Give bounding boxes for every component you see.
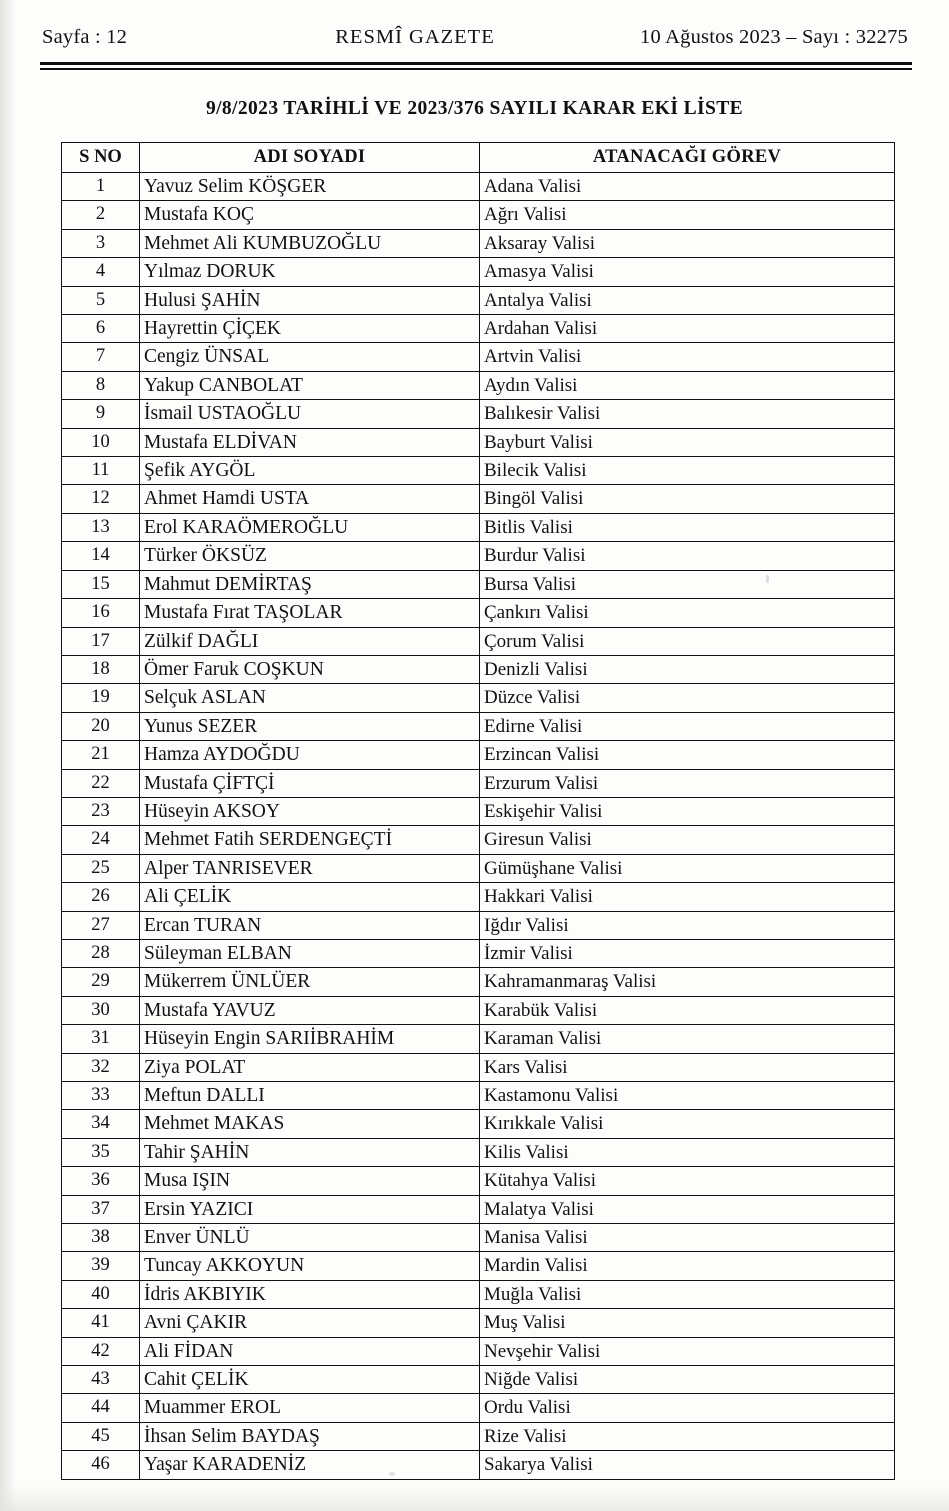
cell-role: Kırıkkale Valisi	[480, 1110, 895, 1138]
cell-name: İhsan Selim BAYDAŞ	[140, 1422, 480, 1450]
cell-seq: 14	[62, 542, 140, 570]
cell-role: Kars Valisi	[480, 1053, 895, 1081]
cell-role: İzmir Valisi	[480, 939, 895, 967]
cell-name: Mahmut DEMİRTAŞ	[140, 570, 480, 598]
gazette-date-issue: 10 Ağustos 2023 – Sayı : 32275	[640, 26, 908, 48]
cell-role: Balıkesir Valisi	[480, 400, 895, 428]
cell-name: Ziya POLAT	[140, 1053, 480, 1081]
cell-role: Aydın Valisi	[480, 371, 895, 399]
table-row	[62, 883, 895, 911]
table-body	[62, 173, 895, 1480]
cell-seq: 28	[62, 939, 140, 967]
cell-role: Çankırı Valisi	[480, 599, 895, 627]
cell-name: Hüseyin Engin SARIİBRAHİM	[140, 1025, 480, 1053]
scan-speck	[389, 1472, 395, 1476]
table-row	[62, 173, 895, 201]
cell-role: Antalya Valisi	[480, 286, 895, 314]
table-row	[62, 371, 895, 399]
cell-seq: 10	[62, 428, 140, 456]
gazette-title: RESMÎ GAZETE	[335, 26, 495, 48]
cell-role: Bitlis Valisi	[480, 513, 895, 541]
header-rule-thin	[40, 68, 912, 70]
cell-seq: 18	[62, 655, 140, 683]
cell-seq: 43	[62, 1366, 140, 1394]
table-row	[62, 911, 895, 939]
cell-name: Yılmaz DORUK	[140, 258, 480, 286]
cell-seq: 26	[62, 883, 140, 911]
cell-role: Bursa Valisi	[480, 570, 895, 598]
cell-seq: 12	[62, 485, 140, 513]
table-row	[62, 343, 895, 371]
cell-role: Düzce Valisi	[480, 684, 895, 712]
cell-role: Bayburt Valisi	[480, 428, 895, 456]
cell-seq: 45	[62, 1422, 140, 1450]
cell-role: Kahramanmaraş Valisi	[480, 968, 895, 996]
cell-name: Musa IŞIN	[140, 1167, 480, 1195]
cell-name: Selçuk ASLAN	[140, 684, 480, 712]
cell-name: Hamza AYDOĞDU	[140, 741, 480, 769]
table-row	[62, 741, 895, 769]
cell-name: Ercan TURAN	[140, 911, 480, 939]
cell-role: Ardahan Valisi	[480, 315, 895, 343]
cell-role: Kilis Valisi	[480, 1138, 895, 1166]
cell-seq: 34	[62, 1110, 140, 1138]
cell-role: Sakarya Valisi	[480, 1451, 895, 1479]
cell-role: Erzincan Valisi	[480, 741, 895, 769]
cell-seq: 38	[62, 1224, 140, 1252]
cell-role: Karabük Valisi	[480, 996, 895, 1024]
cell-seq: 32	[62, 1053, 140, 1081]
cell-role: Muş Valisi	[480, 1309, 895, 1337]
table-row	[62, 1252, 895, 1280]
cell-name: Süleyman ELBAN	[140, 939, 480, 967]
table-header-row	[62, 143, 895, 173]
cell-name: Ali ÇELİK	[140, 883, 480, 911]
cell-role: Aksaray Valisi	[480, 229, 895, 257]
appointment-table-wrapper	[61, 142, 894, 1480]
column-header-role: ATANACAĞI GÖREV	[480, 143, 895, 173]
table-row	[62, 286, 895, 314]
cell-name: Türker ÖKSÜZ	[140, 542, 480, 570]
page-number-label: Sayfa : 12	[42, 26, 128, 48]
table-row	[62, 1138, 895, 1166]
cell-name: Hayrettin ÇİÇEK	[140, 315, 480, 343]
table-row	[62, 485, 895, 513]
cell-name: Enver ÜNLÜ	[140, 1224, 480, 1252]
table-row	[62, 1053, 895, 1081]
table-row	[62, 627, 895, 655]
cell-role: Nevşehir Valisi	[480, 1337, 895, 1365]
cell-seq: 35	[62, 1138, 140, 1166]
cell-seq: 42	[62, 1337, 140, 1365]
cell-seq: 25	[62, 854, 140, 882]
table-row	[62, 201, 895, 229]
cell-seq: 29	[62, 968, 140, 996]
cell-seq: 5	[62, 286, 140, 314]
table-row	[62, 1082, 895, 1110]
cell-seq: 37	[62, 1195, 140, 1223]
cell-name: Tahir ŞAHİN	[140, 1138, 480, 1166]
cell-seq: 22	[62, 769, 140, 797]
cell-name: Mustafa Fırat TAŞOLAR	[140, 599, 480, 627]
cell-role: Iğdır Valisi	[480, 911, 895, 939]
cell-role: Kastamonu Valisi	[480, 1082, 895, 1110]
cell-seq: 40	[62, 1280, 140, 1308]
cell-name: Mustafa ÇİFTÇİ	[140, 769, 480, 797]
cell-role: Eskişehir Valisi	[480, 797, 895, 825]
table-row	[62, 684, 895, 712]
cell-role: Muğla Valisi	[480, 1280, 895, 1308]
table-row	[62, 968, 895, 996]
cell-role: Erzurum Valisi	[480, 769, 895, 797]
cell-role: Rize Valisi	[480, 1422, 895, 1450]
cell-seq: 13	[62, 513, 140, 541]
table-row	[62, 1110, 895, 1138]
cell-role: Malatya Valisi	[480, 1195, 895, 1223]
cell-seq: 30	[62, 996, 140, 1024]
cell-role: Artvin Valisi	[480, 343, 895, 371]
cell-seq: 41	[62, 1309, 140, 1337]
cell-name: Yunus SEZER	[140, 712, 480, 740]
cell-name: Mustafa ELDİVAN	[140, 428, 480, 456]
table-row	[62, 457, 895, 485]
cell-name: Tuncay AKKOYUN	[140, 1252, 480, 1280]
table-row	[62, 1280, 895, 1308]
table-row	[62, 769, 895, 797]
cell-role: Çorum Valisi	[480, 627, 895, 655]
table-row	[62, 1394, 895, 1422]
table-row	[62, 1224, 895, 1252]
cell-role: Niğde Valisi	[480, 1366, 895, 1394]
table-row	[62, 1366, 895, 1394]
table-row	[62, 996, 895, 1024]
cell-seq: 46	[62, 1451, 140, 1479]
cell-name: Yakup CANBOLAT	[140, 371, 480, 399]
table-row	[62, 826, 895, 854]
cell-role: Bilecik Valisi	[480, 457, 895, 485]
table-row	[62, 1025, 895, 1053]
cell-name: Yavuz Selim KÖŞGER	[140, 173, 480, 201]
cell-seq: 36	[62, 1167, 140, 1195]
page-running-header	[42, 26, 908, 49]
table-row	[62, 542, 895, 570]
cell-seq: 27	[62, 911, 140, 939]
cell-name: Alper TANRISEVER	[140, 854, 480, 882]
cell-seq: 4	[62, 258, 140, 286]
column-header-name: ADI SOYADI	[140, 143, 480, 173]
column-header-seq: S NO	[62, 143, 140, 173]
cell-name: Erol KARAÖMEROĞLU	[140, 513, 480, 541]
cell-seq: 33	[62, 1082, 140, 1110]
cell-role: Edirne Valisi	[480, 712, 895, 740]
page-title: 9/8/2023 TARİHLİ VE 2023/376 SAYILI KARAR EKİ LİSTE	[205, 98, 744, 119]
table-row	[62, 1167, 895, 1195]
cell-seq: 31	[62, 1025, 140, 1053]
cell-name: Cengiz ÜNSAL	[140, 343, 480, 371]
cell-role: Mardin Valisi	[480, 1252, 895, 1280]
cell-seq: 3	[62, 229, 140, 257]
cell-name: Mustafa KOÇ	[140, 201, 480, 229]
cell-seq: 9	[62, 400, 140, 428]
table-row	[62, 1337, 895, 1365]
cell-name: Muammer EROL	[140, 1394, 480, 1422]
cell-role: Bingöl Valisi	[480, 485, 895, 513]
table-row	[62, 400, 895, 428]
table-row	[62, 570, 895, 598]
table-row	[62, 797, 895, 825]
cell-role: Ağrı Valisi	[480, 201, 895, 229]
cell-seq: 8	[62, 371, 140, 399]
table-row	[62, 1195, 895, 1223]
appointment-table	[61, 142, 895, 1480]
cell-name: Şefik AYGÖL	[140, 457, 480, 485]
cell-seq: 7	[62, 343, 140, 371]
cell-name: Mehmet Ali KUMBUZOĞLU	[140, 229, 480, 257]
table-row	[62, 655, 895, 683]
table-row	[62, 428, 895, 456]
cell-name: Hüseyin AKSOY	[140, 797, 480, 825]
table-row	[62, 258, 895, 286]
table-row	[62, 599, 895, 627]
cell-seq: 23	[62, 797, 140, 825]
cell-name: Hulusi ŞAHİN	[140, 286, 480, 314]
table-row	[62, 1451, 895, 1479]
cell-role: Burdur Valisi	[480, 542, 895, 570]
table-head	[62, 143, 895, 173]
cell-name: İsmail USTAOĞLU	[140, 400, 480, 428]
header-rule-thick	[40, 62, 912, 65]
cell-name: Ersin YAZICI	[140, 1195, 480, 1223]
cell-name: Zülkif DAĞLI	[140, 627, 480, 655]
cell-seq: 1	[62, 173, 140, 201]
table-row	[62, 513, 895, 541]
cell-role: Gümüşhane Valisi	[480, 854, 895, 882]
page-edge-shadow-left	[0, 0, 16, 1511]
cell-name: Cahit ÇELİK	[140, 1366, 480, 1394]
cell-name: Mehmet MAKAS	[140, 1110, 480, 1138]
cell-name: Mükerrem ÜNLÜER	[140, 968, 480, 996]
cell-name: Meftun DALLI	[140, 1082, 480, 1110]
cell-name: Ömer Faruk COŞKUN	[140, 655, 480, 683]
cell-role: Denizli Valisi	[480, 655, 895, 683]
cell-seq: 20	[62, 712, 140, 740]
cell-seq: 16	[62, 599, 140, 627]
cell-name: Mehmet Fatih SERDENGEÇTİ	[140, 826, 480, 854]
table-row	[62, 939, 895, 967]
cell-role: Adana Valisi	[480, 173, 895, 201]
cell-seq: 15	[62, 570, 140, 598]
cell-seq: 6	[62, 315, 140, 343]
table-row	[62, 229, 895, 257]
cell-role: Manisa Valisi	[480, 1224, 895, 1252]
cell-seq: 21	[62, 741, 140, 769]
cell-seq: 17	[62, 627, 140, 655]
table-row	[62, 315, 895, 343]
cell-role: Giresun Valisi	[480, 826, 895, 854]
cell-seq: 44	[62, 1394, 140, 1422]
table-row	[62, 712, 895, 740]
cell-role: Hakkari Valisi	[480, 883, 895, 911]
scan-speck	[766, 575, 769, 583]
cell-name: İdris AKBIYIK	[140, 1280, 480, 1308]
cell-name: Avni ÇAKIR	[140, 1309, 480, 1337]
cell-seq: 24	[62, 826, 140, 854]
cell-name: Ahmet Hamdi USTA	[140, 485, 480, 513]
cell-name: Mustafa YAVUZ	[140, 996, 480, 1024]
table-row	[62, 1422, 895, 1450]
cell-role: Kütahya Valisi	[480, 1167, 895, 1195]
cell-seq: 19	[62, 684, 140, 712]
cell-role: Ordu Valisi	[480, 1394, 895, 1422]
header-divider	[40, 62, 912, 70]
cell-role: Amasya Valisi	[480, 258, 895, 286]
cell-name: Ali FİDAN	[140, 1337, 480, 1365]
table-row	[62, 854, 895, 882]
cell-seq: 2	[62, 201, 140, 229]
cell-name: Yaşar KARADENİZ	[140, 1451, 480, 1479]
cell-seq: 11	[62, 457, 140, 485]
cell-role: Karaman Valisi	[480, 1025, 895, 1053]
table-row	[62, 1309, 895, 1337]
page-edge-shadow-bottom	[0, 1485, 949, 1511]
cell-seq: 39	[62, 1252, 140, 1280]
